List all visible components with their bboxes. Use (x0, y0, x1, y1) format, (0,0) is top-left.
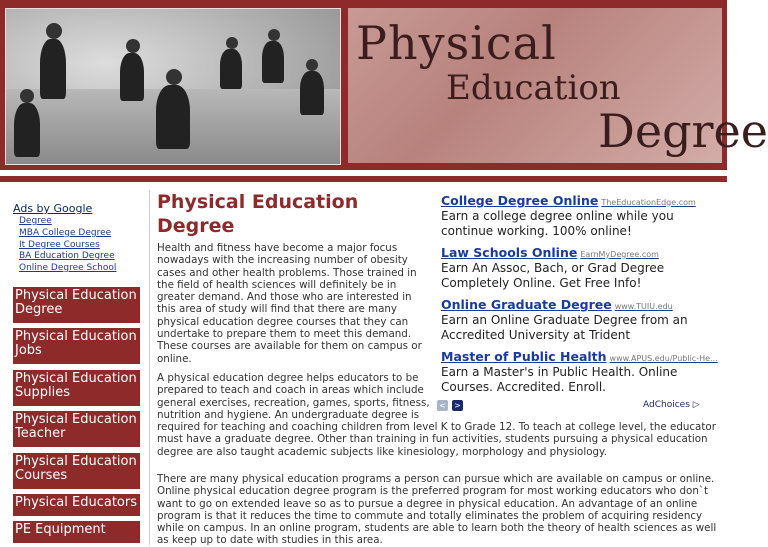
ad-link-it-degree[interactable]: It Degree Courses (19, 240, 100, 250)
ad-domain: www.TUIU.edu (614, 302, 673, 311)
adchoices-link[interactable]: AdChoices ▷ (643, 400, 700, 410)
ad-link-online-degree[interactable]: Online Degree School (19, 263, 117, 273)
ad-domain: TheEducationEdge.com (601, 198, 696, 207)
ad-link-ba-education[interactable]: BA Education Degree (19, 251, 115, 261)
ad-unit (441, 245, 721, 291)
ads-by-google-link[interactable]: Ads by Google (13, 202, 93, 215)
nav-item-physical-education-courses[interactable]: Physical Education Courses (13, 453, 140, 489)
ads-next-button[interactable]: > (452, 400, 463, 411)
ad-link-mba[interactable]: MBA College Degree (19, 228, 112, 238)
site-header (0, 0, 768, 170)
ad-link-degree[interactable]: Degree (19, 216, 52, 226)
ad-description: Earn an Online Graduate Degree from an Accredited University at Trident (441, 313, 688, 342)
google-ads-block (437, 190, 727, 415)
nav-item-physical-education-supplies[interactable]: Physical Education Supplies (13, 370, 140, 406)
nav-item-physical-education-teacher[interactable]: Physical Education Teacher (13, 411, 140, 447)
ad-title-link[interactable]: College Degree Online TheEducationEdge.com (441, 193, 696, 208)
logo-line-3: Degree (598, 104, 768, 158)
ad-unit (441, 193, 721, 239)
ad-title-link[interactable]: Master of Public Health www.APUS.edu/Public-He... (441, 349, 718, 364)
site-logo[interactable] (348, 8, 768, 163)
nav-item-physical-educators[interactable]: Physical Educators (13, 494, 140, 516)
paragraph-1: Health and fitness have become a major focus nowadays with the increasing number of obesity cases and other health problems. Those trained in the field of health sciences will definitely be in greater demand. And those who are interested in this area of study will find that there are many physical education degree courses that they can undertake to prepare them to meet this demand. These courses are available for them on campus or online. (157, 242, 422, 365)
logo-line-1: Physical (356, 16, 557, 70)
ad-description: Earn An Assoc, Bach, or Grad Degree Completely Online. Get Free Info! (441, 261, 665, 290)
content-divider (149, 190, 150, 545)
ad-domain: EarnMyDegree.com (580, 250, 659, 259)
nav-item-physical-education-jobs[interactable]: Physical Education Jobs (13, 328, 140, 364)
header-divider-band (0, 176, 727, 182)
ad-domain: www.APUS.edu/Public-He... (609, 354, 718, 363)
ad-description: Earn a college degree online while you continue working. 100% online! (441, 209, 674, 238)
ad-title-link[interactable]: Online Graduate Degree www.TUIU.edu (441, 297, 673, 312)
nav-item-physical-education-degree[interactable]: Physical Education Degree (13, 287, 140, 323)
paragraph-2-wrap: A physical education degree helps educators to be prepared to teach and coach in areas which include general exercises, recreation, games, sports, fitness, nutrition and hygiene. An undergraduate degree is (157, 372, 430, 421)
logo-line-2: Education (446, 68, 621, 108)
ad-title-link[interactable]: Law Schools Online EarnMyDegree.com (441, 245, 659, 260)
nav-item-pe-equipment[interactable]: PE Equipment (13, 521, 140, 543)
ad-unit (441, 349, 721, 395)
ad-unit (441, 297, 721, 343)
sidebar (5, 188, 145, 545)
ad-description: Earn a Master's in Public Health. Online Courses. Accredited. Enroll. (441, 365, 678, 394)
paragraph-2-continued: required for teaching and coaching children from level K to Grade 12. To teach at college level, the educator must have a graduate degree. Other than training in fun activities, students pursuing a physical education degree are also taught academic subjects like kinesiology, morphology and physiology. (157, 421, 716, 458)
paragraph-3: There are many physical education programs a person can pursue which are available on campus or online. Online physical education degree program is the preferred program for most working educators who don`t want to go on extended leave so as to pursue a degree in physical education. An advantage of an online program is that it reduces the time to commute and totally eliminates the problem of acquiring residency while on campus. In an online program, students are able to learn both the theory of health sciences as well as keep up to date with studies in this area. (157, 473, 717, 547)
header-photo (5, 8, 341, 165)
page-title: Physical Education Degree (157, 191, 359, 237)
ads-prev-button[interactable]: < (437, 400, 448, 411)
